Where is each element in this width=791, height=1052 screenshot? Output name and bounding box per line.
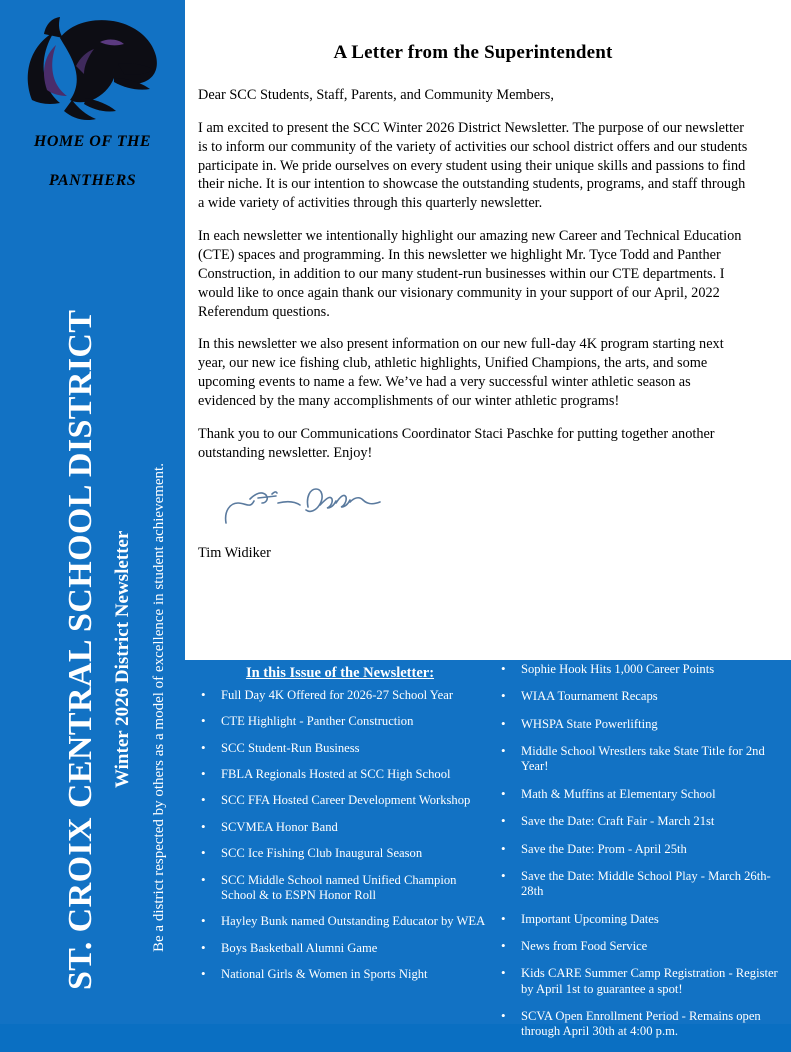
list-item[interactable]: • SCC Student-Run Business (219, 741, 493, 756)
list-item[interactable]: • CTE Highlight - Panther Construction (219, 714, 493, 729)
list-item[interactable]: • SCC Middle School named Unified Champion School & to ESPN Honor Roll (219, 873, 493, 904)
sidebar (0, 0, 185, 1024)
letter-paragraph-1: I am excited to present the SCC Winter 2026 District Newsletter. The purpose of our newsletter is to inform our community of the variety of activities our school district offers and our students participate in. We pride ourselves on every student using their unique skills and passions to find their niche. It is our intention to showcase the outstanding students, programs, and staff through a wide variety of activities through this quarterly newsletter. (198, 119, 748, 212)
district-name-vertical: ST. CROIX CENTRAL SCHOOL DISTRICT (62, 309, 99, 990)
district-motto-vertical: Be a district respected by others as a model of excellence in student achievement. (151, 463, 167, 952)
issue-list-right-column (493, 662, 783, 1052)
list-item[interactable]: • SCVMEA Honor Band (219, 820, 493, 835)
list-item[interactable]: • Important Upcoming Dates (519, 912, 783, 927)
panthers-text: PANTHERS (48, 172, 137, 189)
letter-paragraph-2: In each newsletter we intentionally highlight our amazing new Career and Technical Education (CTE) spaces and programming. In this newsletter we highlight Mr. Tyce Todd and Panther Construction, in addition to our many student-run businesses within our CTE departments. I would like to once again thank our visionary community in your support of our April, 2022 Referendum questions. (198, 228, 742, 320)
in-this-issue-title: In this Issue of the Newsletter: (245, 665, 435, 681)
issue-list-left-column (193, 688, 493, 993)
list-item[interactable]: • WIAA Tournament Recaps (519, 689, 783, 704)
list-item[interactable]: • SCVA Open Enrollment Period - Remains open through April 30th at 4:00 p.m. (519, 1009, 783, 1040)
list-item[interactable]: • Save the Date: Middle School Play - March 26th-28th (519, 869, 783, 900)
list-item[interactable]: • Sophie Hook Hits 1,000 Career Points (519, 662, 783, 677)
page-title: A Letter from the Superintendent (333, 42, 613, 63)
home-of-the-text: HOME OF THE (33, 133, 152, 150)
list-item[interactable]: • WHSPA State Powerlifting (519, 717, 783, 732)
list-item[interactable]: • Kids CARE Summer Camp Registration - Register by April 1st to guarantee a spot! (519, 966, 783, 997)
list-item[interactable]: • Full Day 4K Offered for 2026-27 School Year (219, 688, 493, 703)
list-item[interactable]: • Hayley Bunk named Outstanding Educator by WEA (219, 914, 493, 929)
list-item[interactable]: • Middle School Wrestlers take State Title for 2nd Year! (519, 744, 783, 775)
list-item[interactable]: • SCC Ice Fishing Club Inaugural Season (219, 846, 493, 861)
signature-image (220, 477, 400, 529)
letter-salutation: Dear SCC Students, Staff, Parents, and Community Members, (198, 87, 554, 103)
list-item[interactable]: • SCC FFA Hosted Career Development Workshop (219, 793, 493, 808)
letter-paragraph-4: Thank you to our Communications Coordinator Staci Paschke for putting together another outstanding newsletter. Enjoy! (198, 425, 715, 461)
list-item[interactable]: • National Girls & Women in Sports Night (219, 967, 493, 982)
panther-head-logo-icon (14, 12, 174, 127)
list-item[interactable]: • Save the Date: Prom - April 25th (519, 842, 783, 857)
list-item[interactable]: • Save the Date: Craft Fair - March 21st (519, 814, 783, 829)
list-item[interactable]: • News from Food Service (519, 939, 783, 954)
list-item[interactable]: • FBLA Regionals Hosted at SCC High School (219, 767, 493, 782)
list-item[interactable]: • Boys Basketball Alumni Game (219, 941, 493, 956)
in-this-issue-section (185, 660, 791, 1039)
list-item[interactable]: • Math & Muffins at Elementary School (519, 787, 783, 802)
issue-label-vertical: Winter 2026 District Newsletter (112, 530, 133, 788)
superintendent-letter (198, 42, 748, 562)
signer-name: Tim Widiker (198, 544, 271, 561)
letter-paragraph-3: In this newsletter we also present information on our new full-day 4K program starting next year, our new ice fishing club, athletic highlights, Unified Champions, the arts, and some upcoming events to name a few. We’ve had a very successful winter athletic season as evidenced by the many accomplishments of our winter athletic programs! (198, 336, 724, 410)
